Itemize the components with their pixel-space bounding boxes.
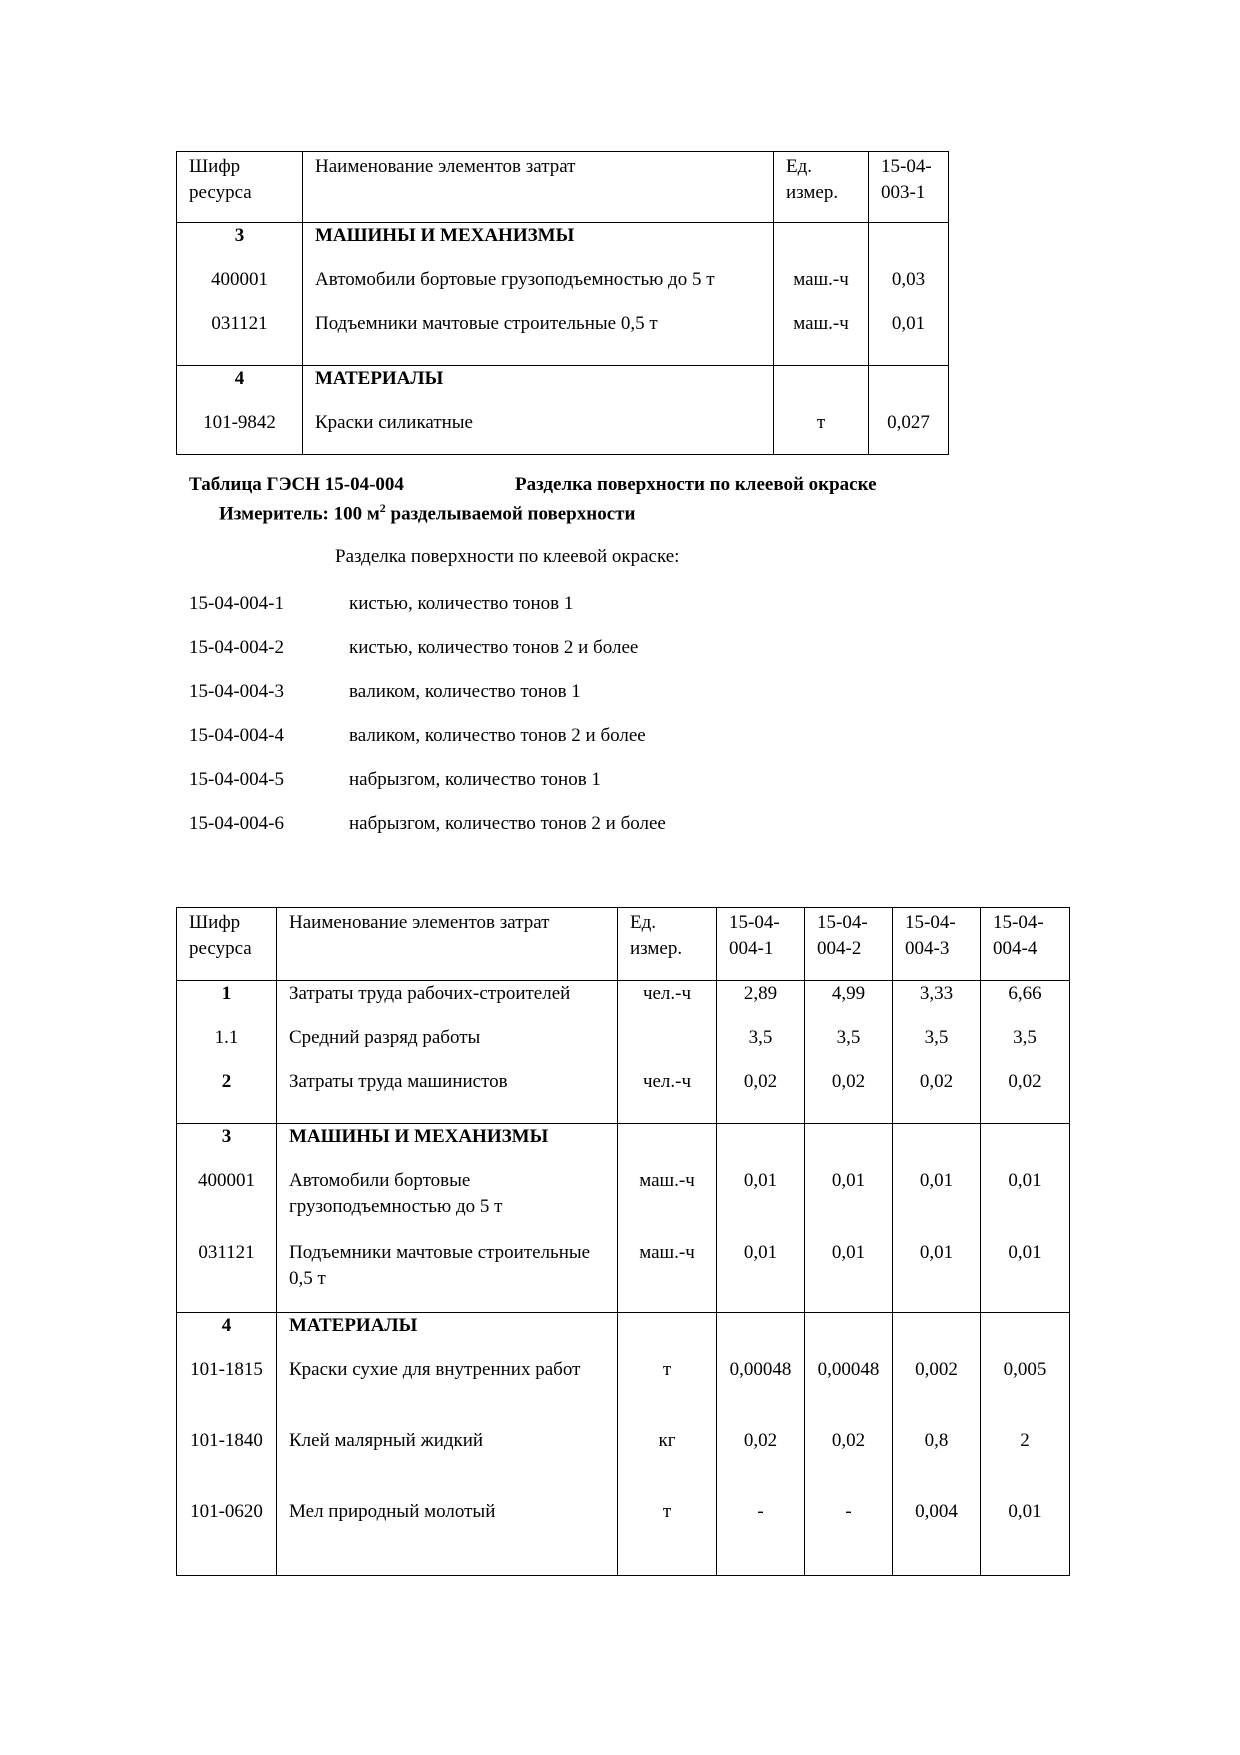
rate-description: валиком, количество тонов 2 и более (349, 725, 646, 746)
row-value (805, 1124, 893, 1169)
row-value: 0,002 (893, 1357, 981, 1428)
row-value (893, 1313, 981, 1358)
row-name: Автомобили бортовые грузоподъемностью до 5 т (303, 267, 774, 311)
row-value: 0,02 (805, 1428, 893, 1499)
header-rate-15-04-003-1: 15-04-003-1 (869, 152, 949, 223)
header-unit: Ед. измер. (774, 152, 869, 223)
rate-description: валиком, количество тонов 1 (349, 681, 581, 702)
header-rate-15-04-004-4: 15-04-004-4 (981, 908, 1070, 981)
header-rate-15-04-004-3: 15-04-004-3 (893, 908, 981, 981)
row-value: 0,01 (805, 1240, 893, 1313)
rate-description: кистью, количество тонов 2 и более (349, 637, 639, 658)
rate-code: 15-04-004-1 (189, 593, 284, 614)
row-name: Краски силикатные (303, 410, 774, 455)
row-unit (774, 223, 869, 268)
row-value: 0,01 (805, 1168, 893, 1240)
row-value: 0,01 (981, 1168, 1070, 1240)
row-name: Мел природный молотый (277, 1499, 618, 1576)
row-value: 0,02 (893, 1069, 981, 1124)
row-name: Затраты труда машинистов (277, 1069, 618, 1124)
row-name: Автомобили бортовые грузоподъемностью до 5 т (277, 1168, 618, 1240)
row-code: 400001 (177, 1168, 277, 1240)
list-item (189, 591, 666, 635)
measure-prefix: Измеритель: 100 м (219, 503, 380, 525)
row-unit (774, 366, 869, 411)
row-value: 0,01 (981, 1499, 1070, 1576)
row-code: 3 (177, 223, 303, 268)
row-unit: кг (618, 1428, 717, 1499)
list-item (189, 723, 666, 767)
row-unit (618, 1124, 717, 1169)
row-value: 3,5 (981, 1025, 1070, 1069)
row-unit: маш.-ч (774, 311, 869, 366)
row-value: 0,01 (981, 1240, 1070, 1313)
row-unit: т (618, 1357, 717, 1428)
resource-table-15-04-004 (176, 907, 1070, 1576)
row-code: 400001 (177, 267, 303, 311)
measure-suffix: разделываемой поверхности (385, 503, 636, 525)
row-code: 101-1815 (177, 1357, 277, 1428)
row-name: Средний разряд работы (277, 1025, 618, 1069)
row-value: 0,004 (893, 1499, 981, 1576)
row-value: 6,66 (981, 981, 1070, 1026)
list-item (189, 635, 666, 679)
section-intro: Разделка поверхности по клеевой окраске: (335, 546, 680, 567)
row-value (805, 1313, 893, 1358)
list-item (189, 767, 666, 811)
row-unit: маш.-ч (774, 267, 869, 311)
header-resource-code: Шифр ресурса (177, 908, 277, 981)
row-unit (618, 1313, 717, 1358)
row-value: 0,01 (893, 1168, 981, 1240)
row-name: Клей малярный жидкий (277, 1428, 618, 1499)
row-unit: маш.-ч (618, 1168, 717, 1240)
row-value: 3,5 (717, 1025, 805, 1069)
rate-description: набрызгом, количество тонов 1 (349, 769, 601, 790)
measure-superscript: 2 (379, 501, 386, 515)
row-code: 1.1 (177, 1025, 277, 1069)
row-unit (618, 1025, 717, 1069)
row-code: 031121 (177, 311, 303, 366)
row-value: 0,02 (717, 1069, 805, 1124)
row-code: 1 (177, 981, 277, 1026)
row-name: МАТЕРИАЛЫ (303, 366, 774, 411)
rate-code: 15-04-004-5 (189, 769, 284, 790)
header-resource-code: Шифр ресурса (177, 152, 303, 223)
row-value: 0,03 (869, 267, 949, 311)
row-name: МАШИНЫ И МЕХАНИЗМЫ (277, 1124, 618, 1169)
row-value: - (805, 1499, 893, 1576)
row-value (717, 1124, 805, 1169)
row-unit: чел.-ч (618, 981, 717, 1026)
row-value (869, 366, 949, 411)
row-value (981, 1313, 1070, 1358)
row-value: 4,99 (805, 981, 893, 1026)
row-value: 3,5 (805, 1025, 893, 1069)
row-unit: маш.-ч (618, 1240, 717, 1313)
row-name: Подъемники мачтовые строительные 0,5 т (303, 311, 774, 366)
row-value: 0,00048 (805, 1357, 893, 1428)
row-value (893, 1124, 981, 1169)
row-value: 0,02 (981, 1069, 1070, 1124)
resource-table-15-04-003 (176, 151, 949, 455)
row-code: 031121 (177, 1240, 277, 1313)
row-value: 0,00048 (717, 1357, 805, 1428)
list-item (189, 811, 666, 855)
row-name: Подъемники мачтовые строительные 0,5 т (277, 1240, 618, 1313)
row-value: 0,02 (717, 1428, 805, 1499)
list-item (189, 679, 666, 723)
rate-description: кистью, количество тонов 1 (349, 593, 574, 614)
row-value (869, 223, 949, 268)
row-value: 0,027 (869, 410, 949, 455)
row-code: 101-1840 (177, 1428, 277, 1499)
row-value: 0,01 (717, 1168, 805, 1240)
row-value: 2,89 (717, 981, 805, 1026)
row-value: 3,5 (893, 1025, 981, 1069)
row-code: 4 (177, 1313, 277, 1358)
row-unit: т (618, 1499, 717, 1576)
row-value: 0,005 (981, 1357, 1070, 1428)
row-value: 2 (981, 1428, 1070, 1499)
row-value: - (717, 1499, 805, 1576)
row-code: 101-9842 (177, 410, 303, 455)
header-rate-15-04-004-1: 15-04-004-1 (717, 908, 805, 981)
row-name: МАТЕРИАЛЫ (277, 1313, 618, 1358)
rate-code: 15-04-004-6 (189, 813, 284, 834)
row-value: 0,02 (805, 1069, 893, 1124)
row-value (717, 1313, 805, 1358)
table-title: Разделка поверхности по клеевой окраске (515, 474, 877, 495)
row-name: Краски сухие для внутренних работ (277, 1357, 618, 1428)
header-cost-element: Наименование элементов затрат (303, 152, 774, 223)
rate-code-list (189, 591, 666, 855)
row-unit: чел.-ч (618, 1069, 717, 1124)
header-cost-element: Наименование элементов затрат (277, 908, 618, 981)
header-unit: Ед. измер. (618, 908, 717, 981)
row-name: МАШИНЫ И МЕХАНИЗМЫ (303, 223, 774, 268)
rate-code: 15-04-004-4 (189, 725, 284, 746)
row-code: 2 (177, 1069, 277, 1124)
table-label: Таблица ГЭСН 15-04-004 (189, 474, 404, 495)
row-value: 0,8 (893, 1428, 981, 1499)
rate-description: набрызгом, количество тонов 2 и более (349, 813, 666, 834)
row-value: 3,33 (893, 981, 981, 1026)
row-unit: т (774, 410, 869, 455)
row-code: 3 (177, 1124, 277, 1169)
row-code: 4 (177, 366, 303, 411)
row-code: 101-0620 (177, 1499, 277, 1576)
rate-code: 15-04-004-3 (189, 681, 284, 702)
measure-line (219, 501, 635, 525)
header-rate-15-04-004-2: 15-04-004-2 (805, 908, 893, 981)
row-value (981, 1124, 1070, 1169)
row-value: 0,01 (893, 1240, 981, 1313)
row-value: 0,01 (869, 311, 949, 366)
row-name: Затраты труда рабочих-строителей (277, 981, 618, 1026)
row-value: 0,01 (717, 1240, 805, 1313)
rate-code: 15-04-004-2 (189, 637, 284, 658)
